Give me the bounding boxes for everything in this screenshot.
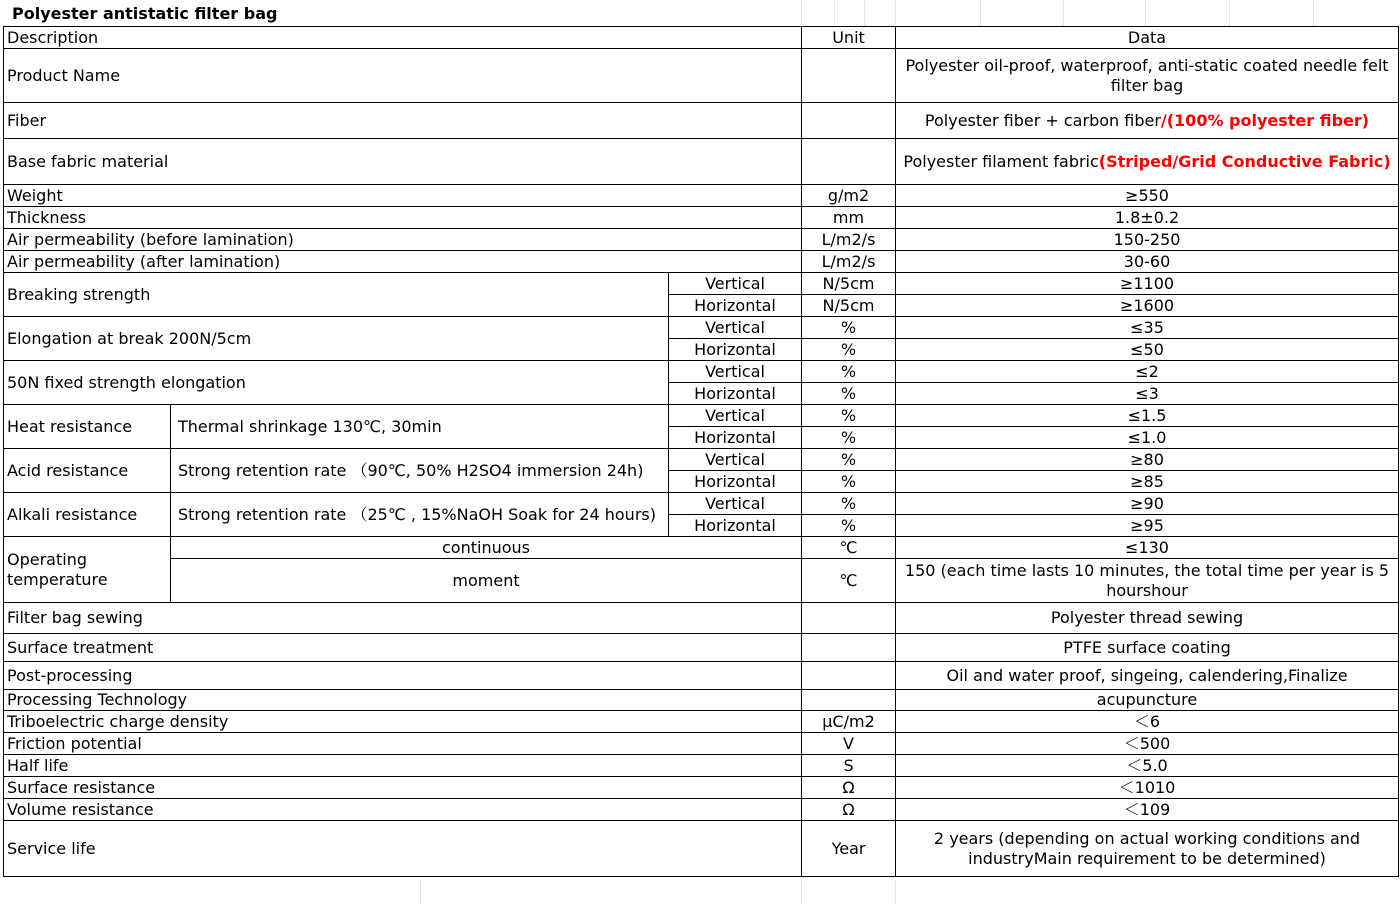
row-unit: V (802, 733, 896, 755)
table-row (4, 777, 1399, 799)
header-unit: Unit (802, 27, 896, 49)
row-unit: ℃ (802, 559, 896, 603)
table-row (4, 139, 1399, 185)
row-data: ＜500 (896, 733, 1399, 755)
row-data: 2 years (depending on actual working conditions and industryMain requirement to be determined) (896, 821, 1399, 877)
data-text: Polyester filament fabric (903, 151, 1099, 171)
test-condition: Thermal shrinkage 130℃, 30min (171, 405, 669, 449)
row-unit: % (802, 317, 896, 339)
row-label: Heat resistance (4, 405, 171, 449)
row-unit: S (802, 755, 896, 777)
row-data: Oil and water proof, singeing, calendering,Finalize (896, 662, 1399, 690)
row-unit: μC/m2 (802, 711, 896, 733)
gridline (864, 0, 865, 26)
direction-label: Horizontal (669, 383, 802, 405)
row-unit: % (802, 383, 896, 405)
gridline (834, 0, 835, 26)
row-unit: Year (802, 821, 896, 877)
row-unit: % (802, 471, 896, 493)
row-data: ≤2 (896, 361, 1399, 383)
gridline (980, 0, 981, 26)
row-data: ≤1.5 (896, 405, 1399, 427)
table-row (4, 185, 1399, 207)
gridline (1313, 0, 1314, 26)
table-row (4, 603, 1399, 634)
row-data: ≤3 (896, 383, 1399, 405)
test-condition: Strong retention rate （90℃, 50% H2SO4 immersion 24h) (171, 449, 669, 493)
row-data: 1.8±0.2 (896, 207, 1399, 229)
table-row (4, 537, 1399, 559)
header-data: Data (896, 27, 1399, 49)
sheet-title: Polyester antistatic filter bag (12, 4, 278, 23)
table-row (4, 103, 1399, 139)
row-unit: g/m2 (802, 185, 896, 207)
direction-label: Vertical (669, 405, 802, 427)
data-text: Polyester fiber + carbon fiber (924, 110, 1161, 130)
row-data: Polyester oil-proof, waterproof, anti-static coated needle felt filter bag (896, 49, 1399, 103)
row-data: ≤50 (896, 339, 1399, 361)
table-row (4, 755, 1399, 777)
row-label: Surface resistance (4, 777, 802, 799)
table-row (4, 634, 1399, 662)
row-label: Thickness (4, 207, 802, 229)
table-row (4, 662, 1399, 690)
row-unit: Ω (802, 777, 896, 799)
direction-label: Horizontal (669, 295, 802, 317)
row-data: ＜5.0 (896, 755, 1399, 777)
row-label: Service life (4, 821, 802, 877)
gridline (1229, 0, 1230, 26)
row-label: Half life (4, 755, 802, 777)
row-data: acupuncture (896, 690, 1399, 711)
table-row (4, 273, 1399, 295)
table-row (4, 559, 1399, 603)
gridline (801, 0, 802, 26)
table-row (4, 493, 1399, 515)
direction-label: Horizontal (669, 471, 802, 493)
row-data: ≥1600 (896, 295, 1399, 317)
table-row (4, 449, 1399, 471)
row-unit: % (802, 339, 896, 361)
row-label: Surface treatment (4, 634, 802, 662)
row-unit: L/m2/s (802, 229, 896, 251)
row-label: Filter bag sewing (4, 603, 802, 634)
row-data: ≤1.0 (896, 427, 1399, 449)
row-unit: % (802, 515, 896, 537)
row-unit: % (802, 427, 896, 449)
row-label: Air permeability (before lamination) (4, 229, 802, 251)
row-data: 150-250 (896, 229, 1399, 251)
direction-label: Horizontal (669, 339, 802, 361)
row-label: Triboelectric charge density (4, 711, 802, 733)
direction-label: Horizontal (669, 515, 802, 537)
direction-label: Vertical (669, 273, 802, 295)
direction-label: Vertical (669, 449, 802, 471)
spec-table (3, 26, 1399, 877)
row-unit (802, 662, 896, 690)
gridline (1145, 0, 1146, 26)
row-label: Elongation at break 200N/5cm (4, 317, 669, 361)
data-highlight: (Striped/Grid Conductive Fabric) (1098, 151, 1391, 171)
table-row (4, 821, 1399, 877)
row-data: ≥90 (896, 493, 1399, 515)
gridline (420, 880, 421, 904)
gridline (895, 880, 896, 904)
table-row (4, 251, 1399, 273)
row-unit: ℃ (802, 537, 896, 559)
test-condition: Strong retention rate （25℃ , 15%NaOH Soak for 24 hours) (171, 493, 669, 537)
row-unit (802, 634, 896, 662)
row-label: Fiber (4, 103, 802, 139)
row-data: ≥80 (896, 449, 1399, 471)
row-unit: N/5cm (802, 273, 896, 295)
header-description: Description (4, 27, 802, 49)
row-unit: Ω (802, 799, 896, 821)
row-label: Alkali resistance (4, 493, 171, 537)
row-label: 50N fixed strength elongation (4, 361, 669, 405)
row-label: Acid resistance (4, 449, 171, 493)
row-label: Weight (4, 185, 802, 207)
row-unit: L/m2/s (802, 251, 896, 273)
table-row (4, 361, 1399, 383)
table-row (4, 733, 1399, 755)
row-label: Processing Technology (4, 690, 802, 711)
row-data: 150 (each time lasts 10 minutes, the total time per year is 5 hourshour (896, 559, 1399, 603)
gridline (895, 0, 896, 26)
row-data: 30-60 (896, 251, 1399, 273)
row-unit (802, 690, 896, 711)
row-data: ＜1010 (896, 777, 1399, 799)
data-highlight: /(100% polyester fiber) (1160, 110, 1370, 130)
direction-label: Horizontal (669, 427, 802, 449)
row-label: Volume resistance (4, 799, 802, 821)
direction-label: Vertical (669, 317, 802, 339)
row-label: Operating temperature (4, 537, 171, 603)
mode-label: continuous (171, 537, 802, 559)
row-label: Friction potential (4, 733, 802, 755)
row-data: PTFE surface coating (896, 634, 1399, 662)
row-data: ≥95 (896, 515, 1399, 537)
gridline (1063, 0, 1064, 26)
header-row (4, 27, 1399, 49)
mode-label: moment (171, 559, 802, 603)
row-unit: % (802, 449, 896, 471)
row-unit: mm (802, 207, 896, 229)
row-data: ≤130 (896, 537, 1399, 559)
table-row (4, 690, 1399, 711)
row-data: ≤35 (896, 317, 1399, 339)
table-row (4, 711, 1399, 733)
row-unit: % (802, 405, 896, 427)
row-data: ＜6 (896, 711, 1399, 733)
gridline (801, 880, 802, 904)
table-row (4, 49, 1399, 103)
row-unit (802, 103, 896, 139)
row-unit: % (802, 493, 896, 515)
row-data: ≥1100 (896, 273, 1399, 295)
direction-label: Vertical (669, 361, 802, 383)
row-unit (802, 49, 896, 103)
table-row (4, 405, 1399, 427)
row-label: Product Name (4, 49, 802, 103)
row-label: Air permeability (after lamination) (4, 251, 802, 273)
row-label: Breaking strength (4, 273, 669, 317)
direction-label: Vertical (669, 493, 802, 515)
row-label: Base fabric material (4, 139, 802, 185)
row-unit: N/5cm (802, 295, 896, 317)
table-row (4, 799, 1399, 821)
row-data (896, 103, 1399, 139)
row-unit: % (802, 361, 896, 383)
row-unit (802, 139, 896, 185)
table-row (4, 229, 1399, 251)
row-data: ≥550 (896, 185, 1399, 207)
row-data (896, 139, 1399, 185)
row-data: ≥85 (896, 471, 1399, 493)
table-row (4, 207, 1399, 229)
row-data: Polyester thread sewing (896, 603, 1399, 634)
table-row (4, 317, 1399, 339)
row-unit (802, 603, 896, 634)
row-data: ＜109 (896, 799, 1399, 821)
row-label: Post-processing (4, 662, 802, 690)
